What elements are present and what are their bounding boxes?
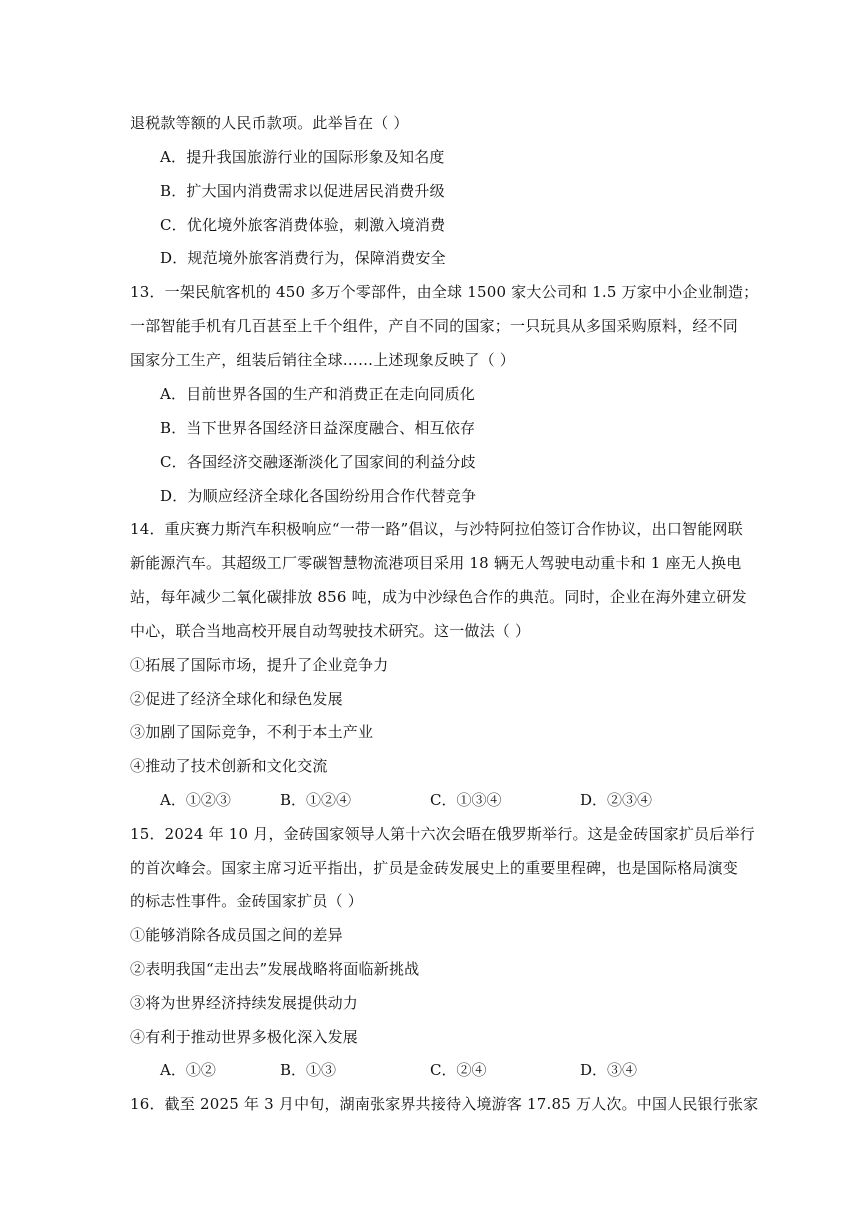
q15-choice-c: C．②④ — [430, 1061, 487, 1079]
q12-option-a: A．提升我国旅游行业的国际形象及知名度 — [160, 148, 445, 166]
q15-choice-d: D．③④ — [580, 1061, 638, 1079]
q15-statement-1: ①能够消除各成员国之间的差异 — [130, 926, 343, 944]
q15-statement-3: ③将为世界经济持续发展提供动力 — [130, 994, 359, 1012]
q14-stem-line-3: 站，每年减少二氧化碳排放 856 吨，成为中沙绿色合作的典范。同时，企业在海外建立研发 — [130, 588, 747, 606]
q13-stem-line-3: 国家分工生产，组装后销往全球……上述现象反映了（ ） — [130, 351, 515, 369]
q13-option-c: C．各国经济交融逐渐淡化了国家间的利益分歧 — [160, 453, 476, 471]
q14-choices — [0, 790, 860, 810]
q13-stem-line-2: 一部智能手机有几百甚至上千个组件，产自不同的国家；一只玩具从多国采购原料，经不同 — [130, 317, 739, 335]
q14-statement-3: ③加剧了国际竞争，不利于本土产业 — [130, 723, 374, 741]
q13-option-d: D．为顺应经济全球化各国纷纷用合作代替竞争 — [160, 487, 477, 505]
q12-stem-tail: 退税款等额的人民币款项。此举旨在（ ） — [130, 114, 409, 132]
q13-stem-line-1: 13．一架民航客机的 450 多万个零部件，由全球 1500 家大公司和 1.5 万家中小企业制造； — [130, 283, 759, 301]
q14-stem-line-4: 中心，联合当地高校开展自动驾驶技术研究。这一做法（ ） — [130, 622, 531, 640]
q14-choice-b: B．①②④ — [280, 791, 352, 809]
q15-statement-2: ②表明我国“走出去”发展战略将面临新挑战 — [130, 960, 420, 978]
q15-stem-line-1: 15．2024 年 10 月，金砖国家领导人第十六次会晤在俄罗斯举行。这是金砖国家扩员后举行 — [130, 825, 755, 843]
q15-choices — [0, 1060, 860, 1080]
q12-option-d: D．规范境外旅客消费行为，保障消费安全 — [160, 249, 446, 267]
q12-option-c: C．优化境外旅客消费体验，刺激入境消费 — [160, 216, 446, 234]
q14-statement-1: ①拓展了国际市场，提升了企业竞争力 — [130, 656, 389, 674]
q13-option-b: B．当下世界各国经济日益深度融合、相互依存 — [160, 419, 476, 437]
q15-choice-a: A．①② — [160, 1061, 216, 1079]
q14-choice-c: C．①③④ — [430, 791, 502, 809]
q14-statement-4: ④推动了技术创新和文化交流 — [130, 757, 328, 775]
q15-stem-line-3: 的标志性事件。金砖国家扩员（ ） — [130, 892, 363, 910]
q15-statement-4: ④有利于推动世界多极化深入发展 — [130, 1028, 359, 1046]
q13-option-a: A．目前世界各国的生产和消费正在走向同质化 — [160, 385, 476, 403]
q16-stem-line-1: 16．截至 2025 年 3 月中旬，湖南张家界共接待入境游客 17.85 万人次。中国人民银行张家 — [130, 1095, 759, 1113]
q15-stem-line-2: 的首次峰会。国家主席习近平指出，扩员是金砖发展史上的重要里程碑，也是国际格局演变 — [130, 859, 739, 877]
q14-stem-line-2: 新能源汽车。其超级工厂零碳智慧物流港项目采用 18 辆无人驾驶电动重卡和 1 座无人换电 — [130, 554, 742, 572]
q14-choice-d: D．②③④ — [580, 791, 653, 809]
q14-statement-2: ②促进了经济全球化和绿色发展 — [130, 690, 343, 708]
q14-choice-a: A．①②③ — [160, 791, 231, 809]
q14-stem-line-1: 14．重庆赛力斯汽车积极响应“一带一路”倡议，与沙特阿拉伯签订合作协议，出口智能网联 — [130, 520, 743, 538]
q15-choice-b: B．①③ — [280, 1061, 337, 1079]
q12-option-b: B．扩大国内消费需求以促进居民消费升级 — [160, 182, 445, 200]
